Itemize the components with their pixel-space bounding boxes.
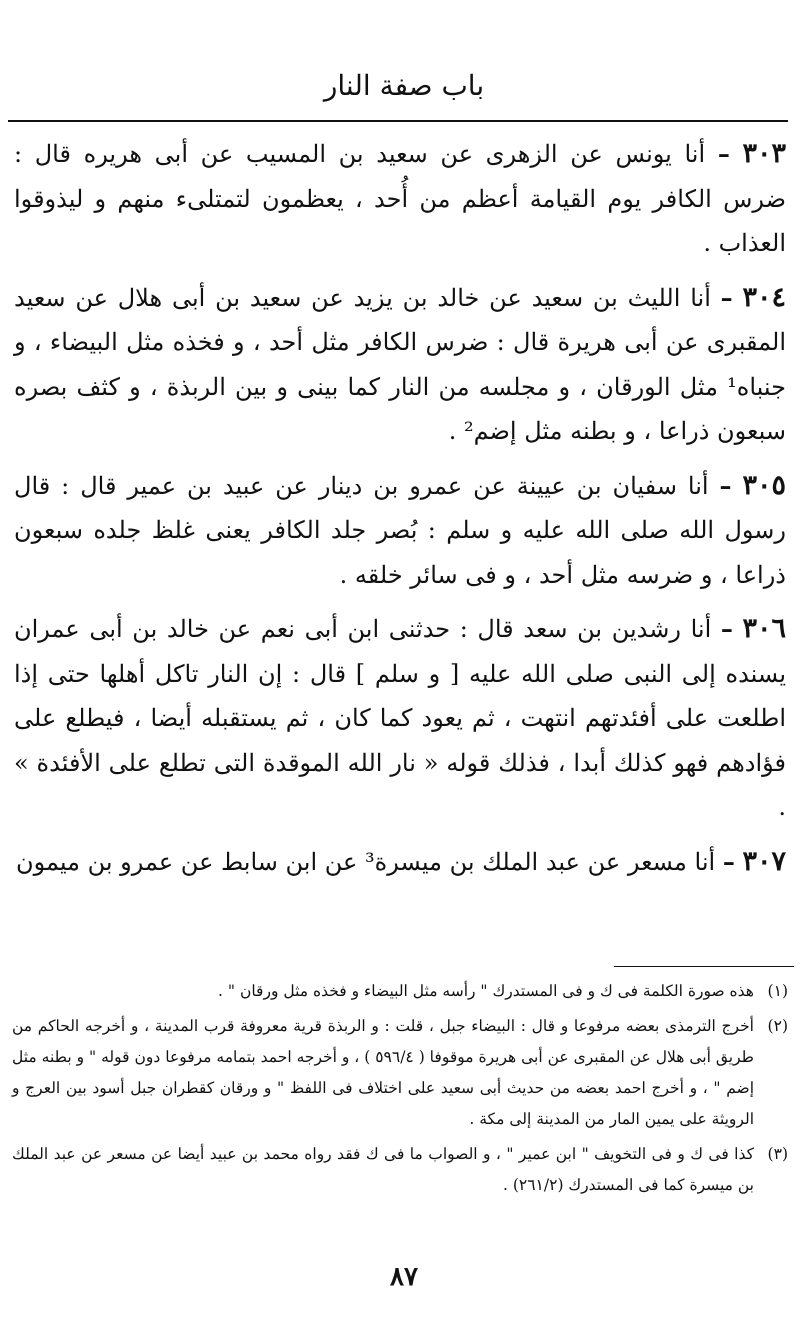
footnote-marker: (٣) <box>767 1145 788 1163</box>
hadith-text: أنا الليث بن سعيد عن خالد بن يزيد عن سعيد بن أبى هلال عن سعيد المقبرى عن أبى هريرة قال : ضرس الكافر مثل أحد ، و فخذه مثل البيضاء ، و جنباه¹ مثل الورقان ، و مجلسه من النار كما بينى و بين الربذة ، و كثف بصره سبعون ذراعا ، و بطنه مثل إضم² . <box>14 283 786 445</box>
footnotes <box>12 976 788 1205</box>
hadith-number: ٣٠٧ <box>742 845 786 877</box>
number-separator: – <box>722 846 735 876</box>
number-separator: – <box>720 614 733 643</box>
hadith-paragraph <box>14 132 786 266</box>
footnote-text: كذا فى ك و فى التخويف " ابن عمير " ، و الصواب ما فى ك فقد رواه محمد بن عبيد أيضا عن مسعر عن عبد الملك بن ميسرة كما فى المستدرك (٢٦١/٢) . <box>12 1145 754 1194</box>
hadith-paragraph <box>14 607 786 830</box>
footnote-text: هذه صورة الكلمة فى ك و فى المستدرك " رأسه مثل البيضاء و فخذه مثل ورقان " . <box>218 982 754 1000</box>
hadith-number: ٣٠٣ <box>742 138 786 169</box>
number-separator: – <box>719 470 732 500</box>
footnote <box>12 1139 788 1201</box>
footnote <box>12 976 788 1007</box>
hadith-paragraph <box>14 840 786 885</box>
footnote-marker: (١) <box>767 982 788 1000</box>
number-separator: – <box>717 139 730 168</box>
hadith-paragraph <box>14 464 786 598</box>
hadith-text: أنا سفيان بن عيينة عن عمرو بن دينار عن عبيد بن عمير قال : قال رسول الله صلى الله عليه و سلم : بُصر جلد الكافر يعنى غلظ جلده سبعون ذراعا ، و ضرسه مثل أحد ، و فى سائر خلقه . <box>14 471 786 589</box>
hadith-list <box>14 132 786 894</box>
hadith-number: ٣٠٦ <box>742 613 786 644</box>
page-number: ٨٧ <box>390 1262 418 1292</box>
hadith-text: أنا رشدين بن سعد قال : حدثنى ابن أبى نعم عن خالد بن أبى عمران يسنده إلى النبى صلى الله عليه [ و سلم ] قال : إن النار تاكل أهلها حتى إذا اطلعت على أفئدتهم انتهت ، ثم يعود كما كان ، ثم يستقبله أيضا ، فيطلع على فؤادهم فهو كذلك أبدا ، فذلك قوله « نار الله الموقدة التى تطلع على الأفئدة » . <box>14 615 786 821</box>
hadith-text: أنا يونس عن الزهرى عن سعيد بن المسيب عن أبى هريره قال : ضرس الكافر يوم القيامة أعظم من أُحد ، يعظمون لتمتلىء منهم و ليذوقوا العذاب . <box>14 140 786 257</box>
chapter-title: باب صفة النار <box>323 69 485 102</box>
footnote-marker: (٢) <box>767 1017 788 1035</box>
footnote-rule <box>614 966 794 967</box>
hadith-number: ٣٠٥ <box>742 469 786 501</box>
hadith-text: أنا مسعر عن عبد الملك بن ميسرة³ عن ابن سابط عن عمرو بن ميمون <box>15 847 716 876</box>
header-rule <box>8 120 788 122</box>
footnote-text: أخرج الترمذى بعضه مرفوعا و قال : البيضاء جبل ، قلت : و الربذة قرية معروفة قرب المدينة ، و أخرجه الحاكم من طريق أبى هلال عن المقبرى عن أبى هريرة موقوفا ( ٥٩٦/٤ ) ، و أخرجه احمد بتمامه مرفوعا دون قوله " و بطنه مثل إضم " ، و أخرج احمد بعضه من حديث أبى سعيد على اختلاف فى اللفظ " و ورقان كقطران جبل أسود بين العرج و الرويثة على يمين المار من المدينة إلى مكة . <box>12 1017 754 1128</box>
hadith-number: ٣٠٤ <box>742 281 786 313</box>
number-separator: – <box>720 282 733 312</box>
footnote <box>12 1011 788 1135</box>
hadith-paragraph <box>14 276 786 454</box>
